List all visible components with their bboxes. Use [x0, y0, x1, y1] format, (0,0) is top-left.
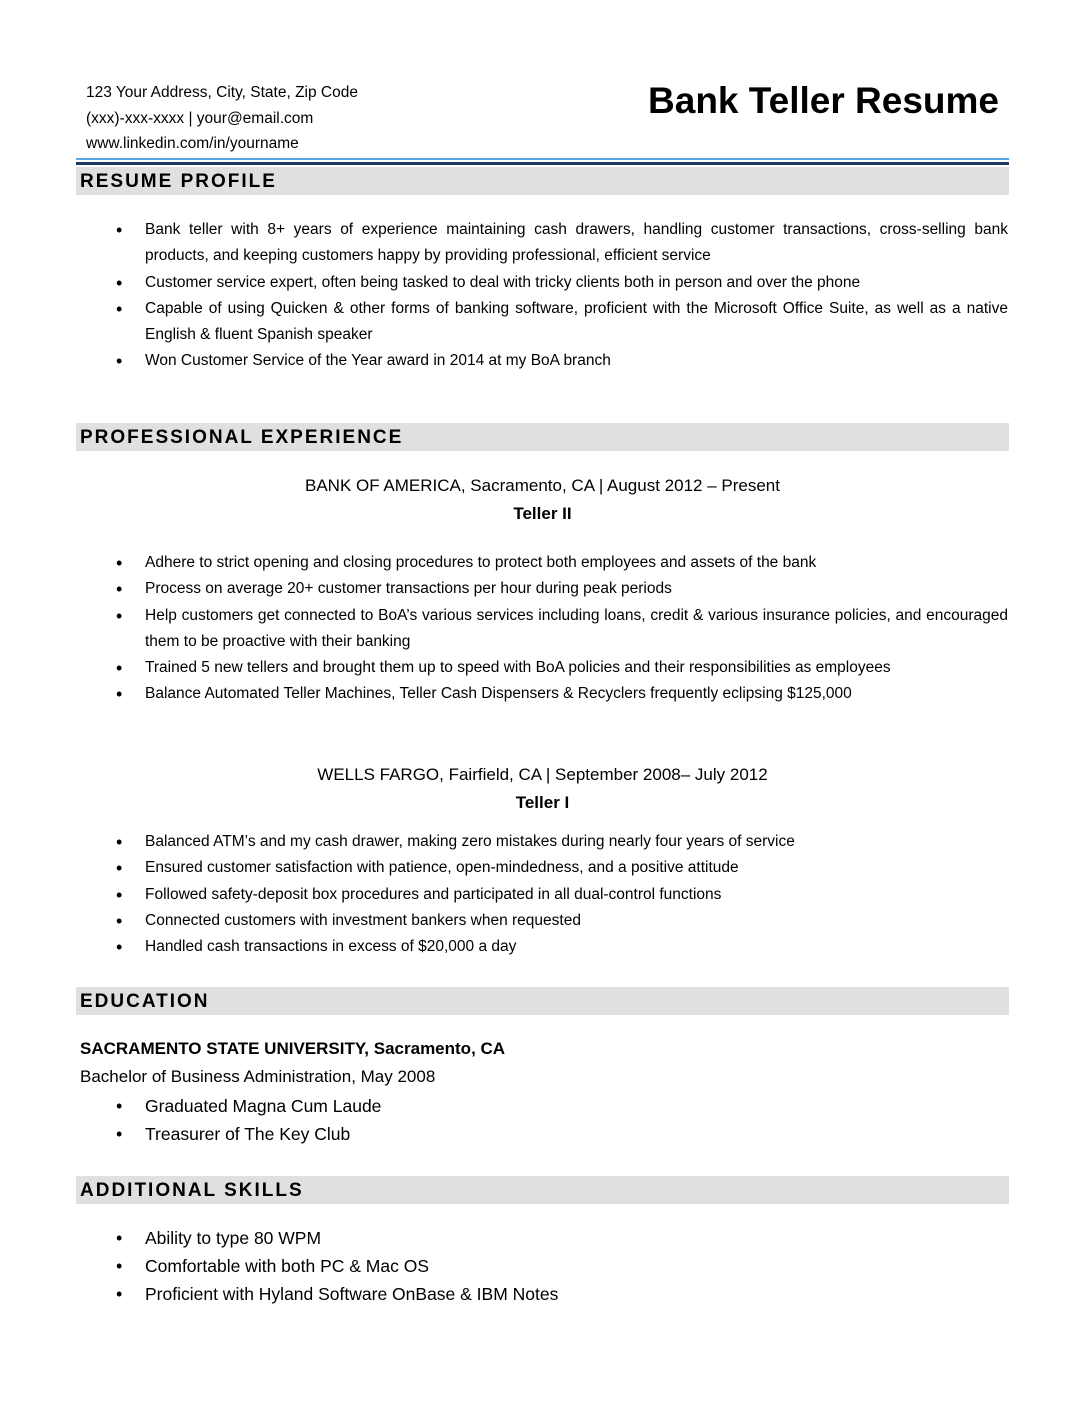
degree: Bachelor of Business Administration, May 2008: [80, 1067, 436, 1086]
education-list: [118, 1092, 1008, 1148]
list-item: • Graduated Magna Cum Laude: [118, 1092, 1008, 1120]
list-item: • Capable of using Quicken & other forms of banking software, proficient with the Microsoft Office Suite, as well as a native English & fluent Spanish speaker: [118, 296, 1008, 349]
profile-list: [118, 217, 1008, 375]
linkedin: www.linkedin.com/in/yourname: [86, 135, 299, 152]
list-item: • Customer service expert, often being tasked to deal with tricky clients both in person and over the phone: [118, 270, 1008, 296]
list-item: • Trained 5 new tellers and brought them up to speed with BoA policies and their responsibilities as employees: [118, 655, 1008, 681]
skills-list: [118, 1224, 1008, 1308]
section-heading-skills: ADDITIONAL SKILLS: [76, 1176, 1009, 1204]
section-heading-experience: PROFESSIONAL EXPERIENCE: [76, 423, 1009, 451]
list-item: • Followed safety-deposit box procedures and participated in all dual-control functions: [118, 882, 1008, 908]
list-item: • Handled cash transactions in excess of $20,000 a day: [118, 934, 1008, 960]
list-item: • Balanced ATM’s and my cash drawer, making zero mistakes during nearly four years of service: [118, 829, 1008, 855]
job-role: Teller I: [515, 793, 570, 812]
contact-info: [86, 80, 358, 157]
employer: WELLS FARGO, Fairfield, CA | September 2008– July 2012: [317, 765, 768, 784]
list-item: • Help customers get connected to BoA’s various services including loans, credit & various insurance policies, and encouraged them to be proactive with their banking: [118, 603, 1008, 656]
job-list: [118, 550, 1008, 708]
list-item: • Comfortable with both PC & Mac OS: [118, 1252, 1008, 1280]
job-role: Teller II: [513, 504, 572, 523]
divider-light: [76, 158, 1009, 160]
list-item: • Proficient with Hyland Software OnBase & IBM Notes: [118, 1280, 1008, 1308]
list-item: • Connected customers with investment bankers when requested: [118, 908, 1008, 934]
education-entry: [80, 1035, 505, 1091]
job-list: [118, 829, 1008, 960]
list-item: • Treasurer of The Key Club: [118, 1120, 1008, 1148]
phone-email: (xxx)-xxx-xxxx | your@email.com: [86, 109, 314, 127]
job-header: [76, 761, 1009, 817]
address: 123 Your Address, City, State, Zip Code: [86, 84, 358, 101]
list-item: • Ensured customer satisfaction with patience, open-mindedness, and a positive attitude: [118, 855, 1008, 881]
list-item: • Bank teller with 8+ years of experience maintaining cash drawers, handling customer transactions, cross-selling bank products, and keeping customers happy by providing professional, efficient service: [118, 217, 1008, 270]
section-heading-education: EDUCATION: [76, 987, 1009, 1015]
list-item: • Ability to type 80 WPM: [118, 1224, 1008, 1252]
list-item: • Adhere to strict opening and closing procedures to protect both employees and assets of the bank: [118, 550, 1008, 576]
list-item: • Balance Automated Teller Machines, Teller Cash Dispensers & Recyclers frequently eclipsing $125,000: [118, 681, 1008, 707]
resume-title: Bank Teller Resume: [648, 80, 999, 121]
list-item: • Won Customer Service of the Year award in 2014 at my BoA branch: [118, 348, 1008, 374]
job-header: [76, 472, 1009, 528]
school: SACRAMENTO STATE UNIVERSITY, Sacramento, CA: [80, 1039, 506, 1058]
divider-dark: [76, 162, 1009, 165]
list-item: • Process on average 20+ customer transactions per hour during peak periods: [118, 576, 1008, 602]
employer: BANK OF AMERICA, Sacramento, CA | August 2012 – Present: [305, 476, 780, 495]
section-heading-profile: RESUME PROFILE: [76, 167, 1009, 195]
